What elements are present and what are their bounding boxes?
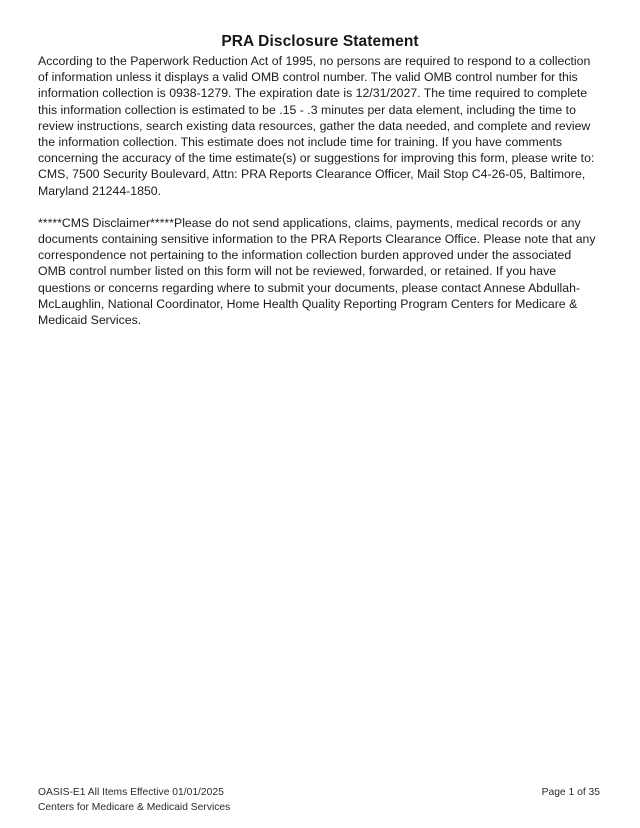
page-footer <box>38 786 600 815</box>
footer-effective-date: OASIS-E1 All Items Effective 01/01/2025 <box>38 787 224 798</box>
document-body <box>0 51 640 328</box>
footer-left-block <box>38 786 230 815</box>
page-indicator: Page 1 of 35 <box>541 787 600 798</box>
paragraph-pra: According to the Paperwork Reduction Act of 1995, no persons are required to respond to a collection of information unless it displays a valid OMB control number. The valid OMB control number for this information collection is 0938-1279. The expiration date is 12/31/2027. The time required to complete this information collection is estimated to be .15 - .3 minutes per data element, including the time to review instructions, search existing data resources, gather the data needed, and complete and review the information collection. This estimate does not include time for training. If you have comments concerning the accuracy of the time estimate(s) or suggestions for improving this form, please write to: CMS, 7500 Security Boulevard, Attn: PRA Reports Clearance Officer, Mail Stop C4-26-05, Baltimore, Maryland 21244-1850. <box>38 54 595 198</box>
paragraph-disclaimer: *****CMS Disclaimer*****Please do not send applications, claims, payments, medical records or any documents containing sensitive information to the PRA Reports Clearance Office. Please note that any correspondence not pertaining to the information collection burden approved under the associated OMB control number listed on this form will not be reviewed, forwarded, or retained. If you have questions or concerns regarding where to submit your documents, please contact Annese Abdullah-McLaughlin, National Coordinator, Home Health Quality Reporting Program Centers for Medicare & Medicaid Services. <box>38 215 596 328</box>
document-title: PRA Disclosure Statement <box>221 33 419 50</box>
footer-org-name: Centers for Medicare & Medicaid Services <box>38 801 231 813</box>
